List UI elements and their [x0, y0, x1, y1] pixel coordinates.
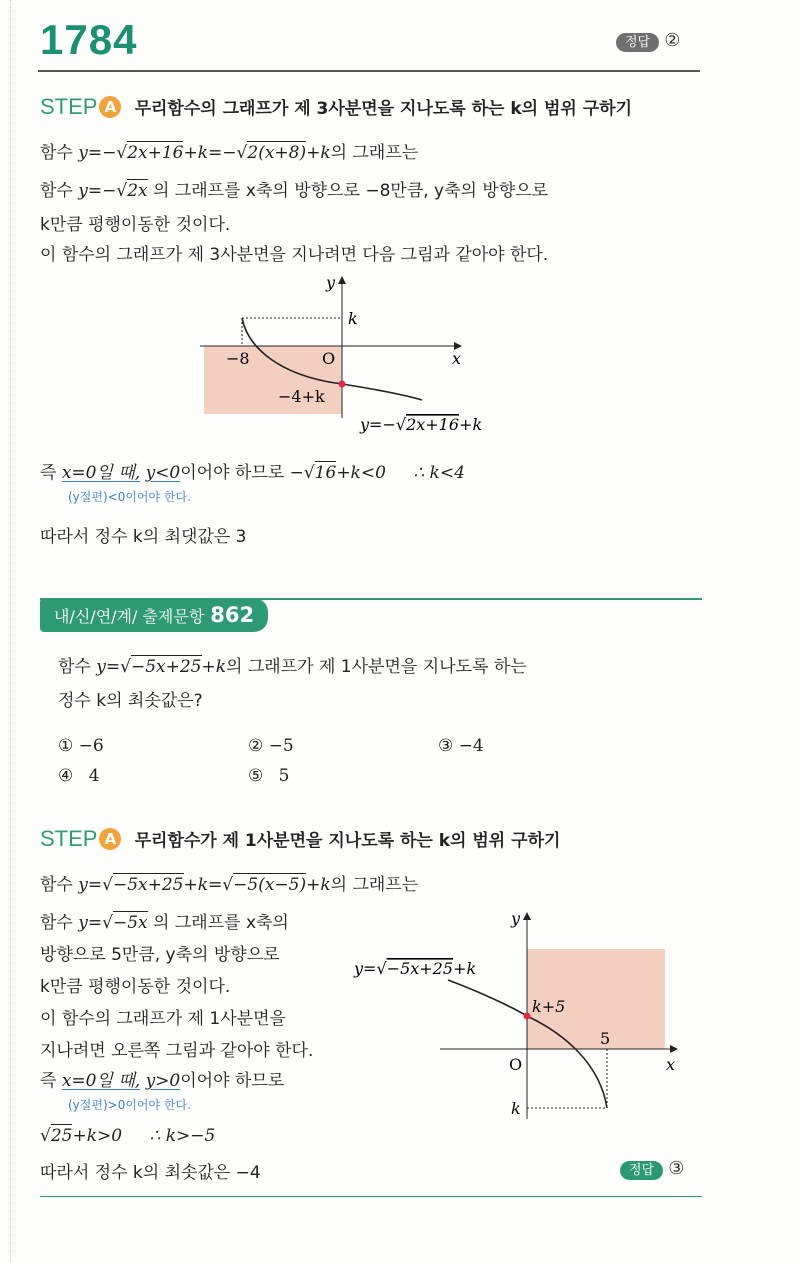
problem-number: 1784 [40, 16, 138, 63]
text: 의 그래프가 제 1사분면을 지나도록 하는 [226, 657, 527, 677]
choice-mark: ③ [438, 736, 454, 756]
step1-heading [40, 94, 632, 120]
graph1 [190, 268, 540, 438]
answer-value: ② [664, 30, 681, 51]
math: +k= [183, 875, 223, 895]
curve-label-b: +k [453, 959, 477, 978]
math: y= [78, 913, 103, 933]
choice-mark: ④ [58, 766, 74, 786]
page-edge [10, 0, 11, 1262]
step-label: STEP [40, 826, 98, 851]
choice-value: −5 [268, 736, 294, 756]
curve-label [359, 415, 482, 434]
linked-question-line1: 함수 y=√−5x+25+k의 그래프가 제 1사분면을 지나도록 하는 [58, 657, 527, 677]
math: ∴ k>−5 [149, 1126, 216, 1146]
text: 함수 [40, 875, 73, 895]
step2-heading [40, 826, 560, 852]
minus8-label: −8 [226, 349, 250, 368]
linked-banner [40, 598, 268, 632]
choice-3[interactable] [438, 736, 484, 756]
k-label: k [348, 309, 358, 328]
underlined-text: y>0 [145, 1071, 181, 1091]
banner-label: 내/신/연/계/ 출제문항 [54, 607, 205, 626]
math: +k [306, 875, 331, 895]
curve-label-a: y= [354, 959, 377, 978]
math: y=− [78, 143, 117, 163]
step2-inequality: √25+k>0 ∴ k>−5 [40, 1126, 216, 1146]
text: 즉 [40, 463, 57, 483]
math-sqrt: 16 [314, 463, 337, 483]
choice-value: −6 [78, 736, 104, 756]
curve-label-sqrt: 2x+16 [406, 415, 460, 434]
step-label: STEP [40, 94, 98, 119]
math: +k [201, 657, 227, 677]
text: 이어야 하므로 [180, 1071, 285, 1091]
math-sqrt: −5(x−5) [233, 875, 307, 895]
choice-value: 4 [88, 766, 100, 786]
choice-1[interactable] [58, 736, 104, 756]
math-sqrt: 2x+16 [127, 143, 184, 163]
x-axis-arrow [670, 1045, 678, 1053]
choice-5[interactable] [248, 766, 289, 786]
step2-answer [620, 1158, 684, 1179]
step2-condition [40, 1066, 284, 1091]
underlined-text: x=0일 때, [61, 463, 141, 483]
header-divider [38, 70, 700, 72]
step1-conclusion: 따라서 정수 k의 최댓값은 3 [40, 527, 247, 547]
curve-label-root: √ [395, 415, 407, 434]
choice-value: 5 [278, 766, 290, 786]
y-label: y [326, 273, 336, 292]
underlined-text: y<0 [145, 463, 181, 483]
step1-condition: 즉 x=0일 때, y<0이어야 하므로 −√16+k<0 ∴ k<4 [40, 463, 465, 483]
k-label: k [511, 1099, 521, 1118]
choice-2[interactable] [248, 736, 294, 756]
curve-label-b: +k [459, 415, 483, 434]
math-sqrt: −5x [112, 913, 148, 933]
math-sqrt: −5x+25 [130, 657, 202, 677]
intercept-label: −4+k [278, 387, 325, 406]
step1-line1: 함수 y=−√2x+16+k=−√2(x+8)+k의 그래프는 [40, 143, 419, 163]
intercept-point [524, 1013, 531, 1020]
text: 이어야 하므로 [180, 463, 285, 483]
step-heading-text: 무리함수가 제 1사분면을 지나도록 하는 k의 범위 구하기 [134, 831, 561, 851]
linked-question-line2: 정수 k의 최솟값은? [58, 691, 203, 711]
answer-value: ③ [668, 1158, 685, 1179]
step2-line2: 함수 y=√−5x 의 그래프를 x축의 [40, 913, 289, 933]
step1-note: (y절편)<0이어야 한다. [68, 490, 191, 504]
math: +k=− [183, 143, 237, 163]
x-label: x [666, 1055, 676, 1074]
intercept-label: k+5 [532, 997, 566, 1016]
y-label: y [511, 909, 521, 928]
text: 의 그래프는 [330, 875, 419, 895]
math: y=− [78, 181, 117, 201]
math-sqrt: 25 [50, 1126, 73, 1146]
step1-line3: k만큼 평행이동한 것이다. [40, 215, 231, 235]
text: 함수 [40, 913, 73, 933]
curve-label-a: y=− [360, 415, 396, 434]
text: 의 그래프를 x축의 [153, 913, 289, 933]
five-label: 5 [600, 1029, 611, 1048]
text: 함수 [40, 143, 73, 163]
graph2 [350, 904, 690, 1124]
step-heading-text: 무리함수의 그래프가 제 3사분면을 지나도록 하는 k의 범위 구하기 [134, 99, 633, 119]
choice-mark: ① [58, 736, 74, 756]
math: +k>0 [72, 1126, 123, 1146]
bottom-rule [40, 1196, 702, 1197]
math: y= [78, 875, 103, 895]
curve-label-sqrt: −5x+25 [386, 959, 454, 978]
y-axis-arrow [523, 912, 531, 920]
math: − [289, 463, 304, 483]
math-sqrt: 2(x+8) [247, 143, 307, 163]
math: ∴ k<4 [413, 463, 465, 483]
origin-label: O [322, 349, 336, 368]
text: 함수 [58, 657, 91, 677]
answer-badge: 정답 [616, 33, 659, 52]
answer-badge: 정답 [620, 1161, 663, 1180]
curve-label-root: √ [376, 959, 387, 978]
banner-number: 862 [210, 603, 255, 627]
choice-mark: ⑤ [248, 766, 264, 786]
math-sqrt: 2x [127, 181, 148, 201]
step2-line3: 방향으로 5만큼, y축의 방향으로 [40, 945, 280, 965]
origin-label: O [509, 1055, 523, 1074]
math: y= [96, 657, 121, 677]
step2-line6: 지나려면 오른쪽 그림과 같아야 한다. [40, 1041, 314, 1061]
step2-conclusion: 따라서 정수 k의 최솟값은 −4 [40, 1163, 261, 1183]
text: 함수 [40, 181, 73, 201]
text: 즉 [40, 1071, 57, 1091]
step2-line4: k만큼 평행이동한 것이다. [40, 977, 231, 997]
underlined-text: x=0일 때, [61, 1071, 141, 1091]
step2-note: (y절편)>0이어야 한다. [68, 1098, 191, 1112]
y-axis-arrow [338, 276, 346, 284]
text: 의 그래프를 x축의 방향으로 −8만큼, y축의 방향으로 [153, 181, 549, 201]
step1-line2: 함수 y=−√2x 의 그래프를 x축의 방향으로 −8만큼, y축의 방향으로 [40, 181, 549, 201]
math: +k [306, 143, 331, 163]
math: +k<0 [336, 463, 386, 483]
choice-value: −4 [458, 736, 484, 756]
choice-mark: ② [248, 736, 264, 756]
curve-label [353, 959, 476, 978]
step-letter-badge: A [99, 96, 121, 118]
step2-line1: 함수 y=√−5x+25+k=√−5(x−5)+k의 그래프는 [40, 875, 419, 895]
choice-4[interactable] [58, 766, 99, 786]
answer-block [616, 30, 680, 51]
intercept-point [339, 381, 346, 388]
step-letter-badge: A [99, 828, 121, 850]
step1-line4: 이 함수의 그래프가 제 3사분면을 지나려면 다음 그림과 같아야 한다. [40, 245, 549, 265]
text: 의 그래프는 [330, 143, 419, 163]
step2-line5: 이 함수의 그래프가 제 1사분면을 [40, 1009, 286, 1029]
x-label: x [452, 349, 462, 368]
math-sqrt: −5x+25 [112, 875, 184, 895]
